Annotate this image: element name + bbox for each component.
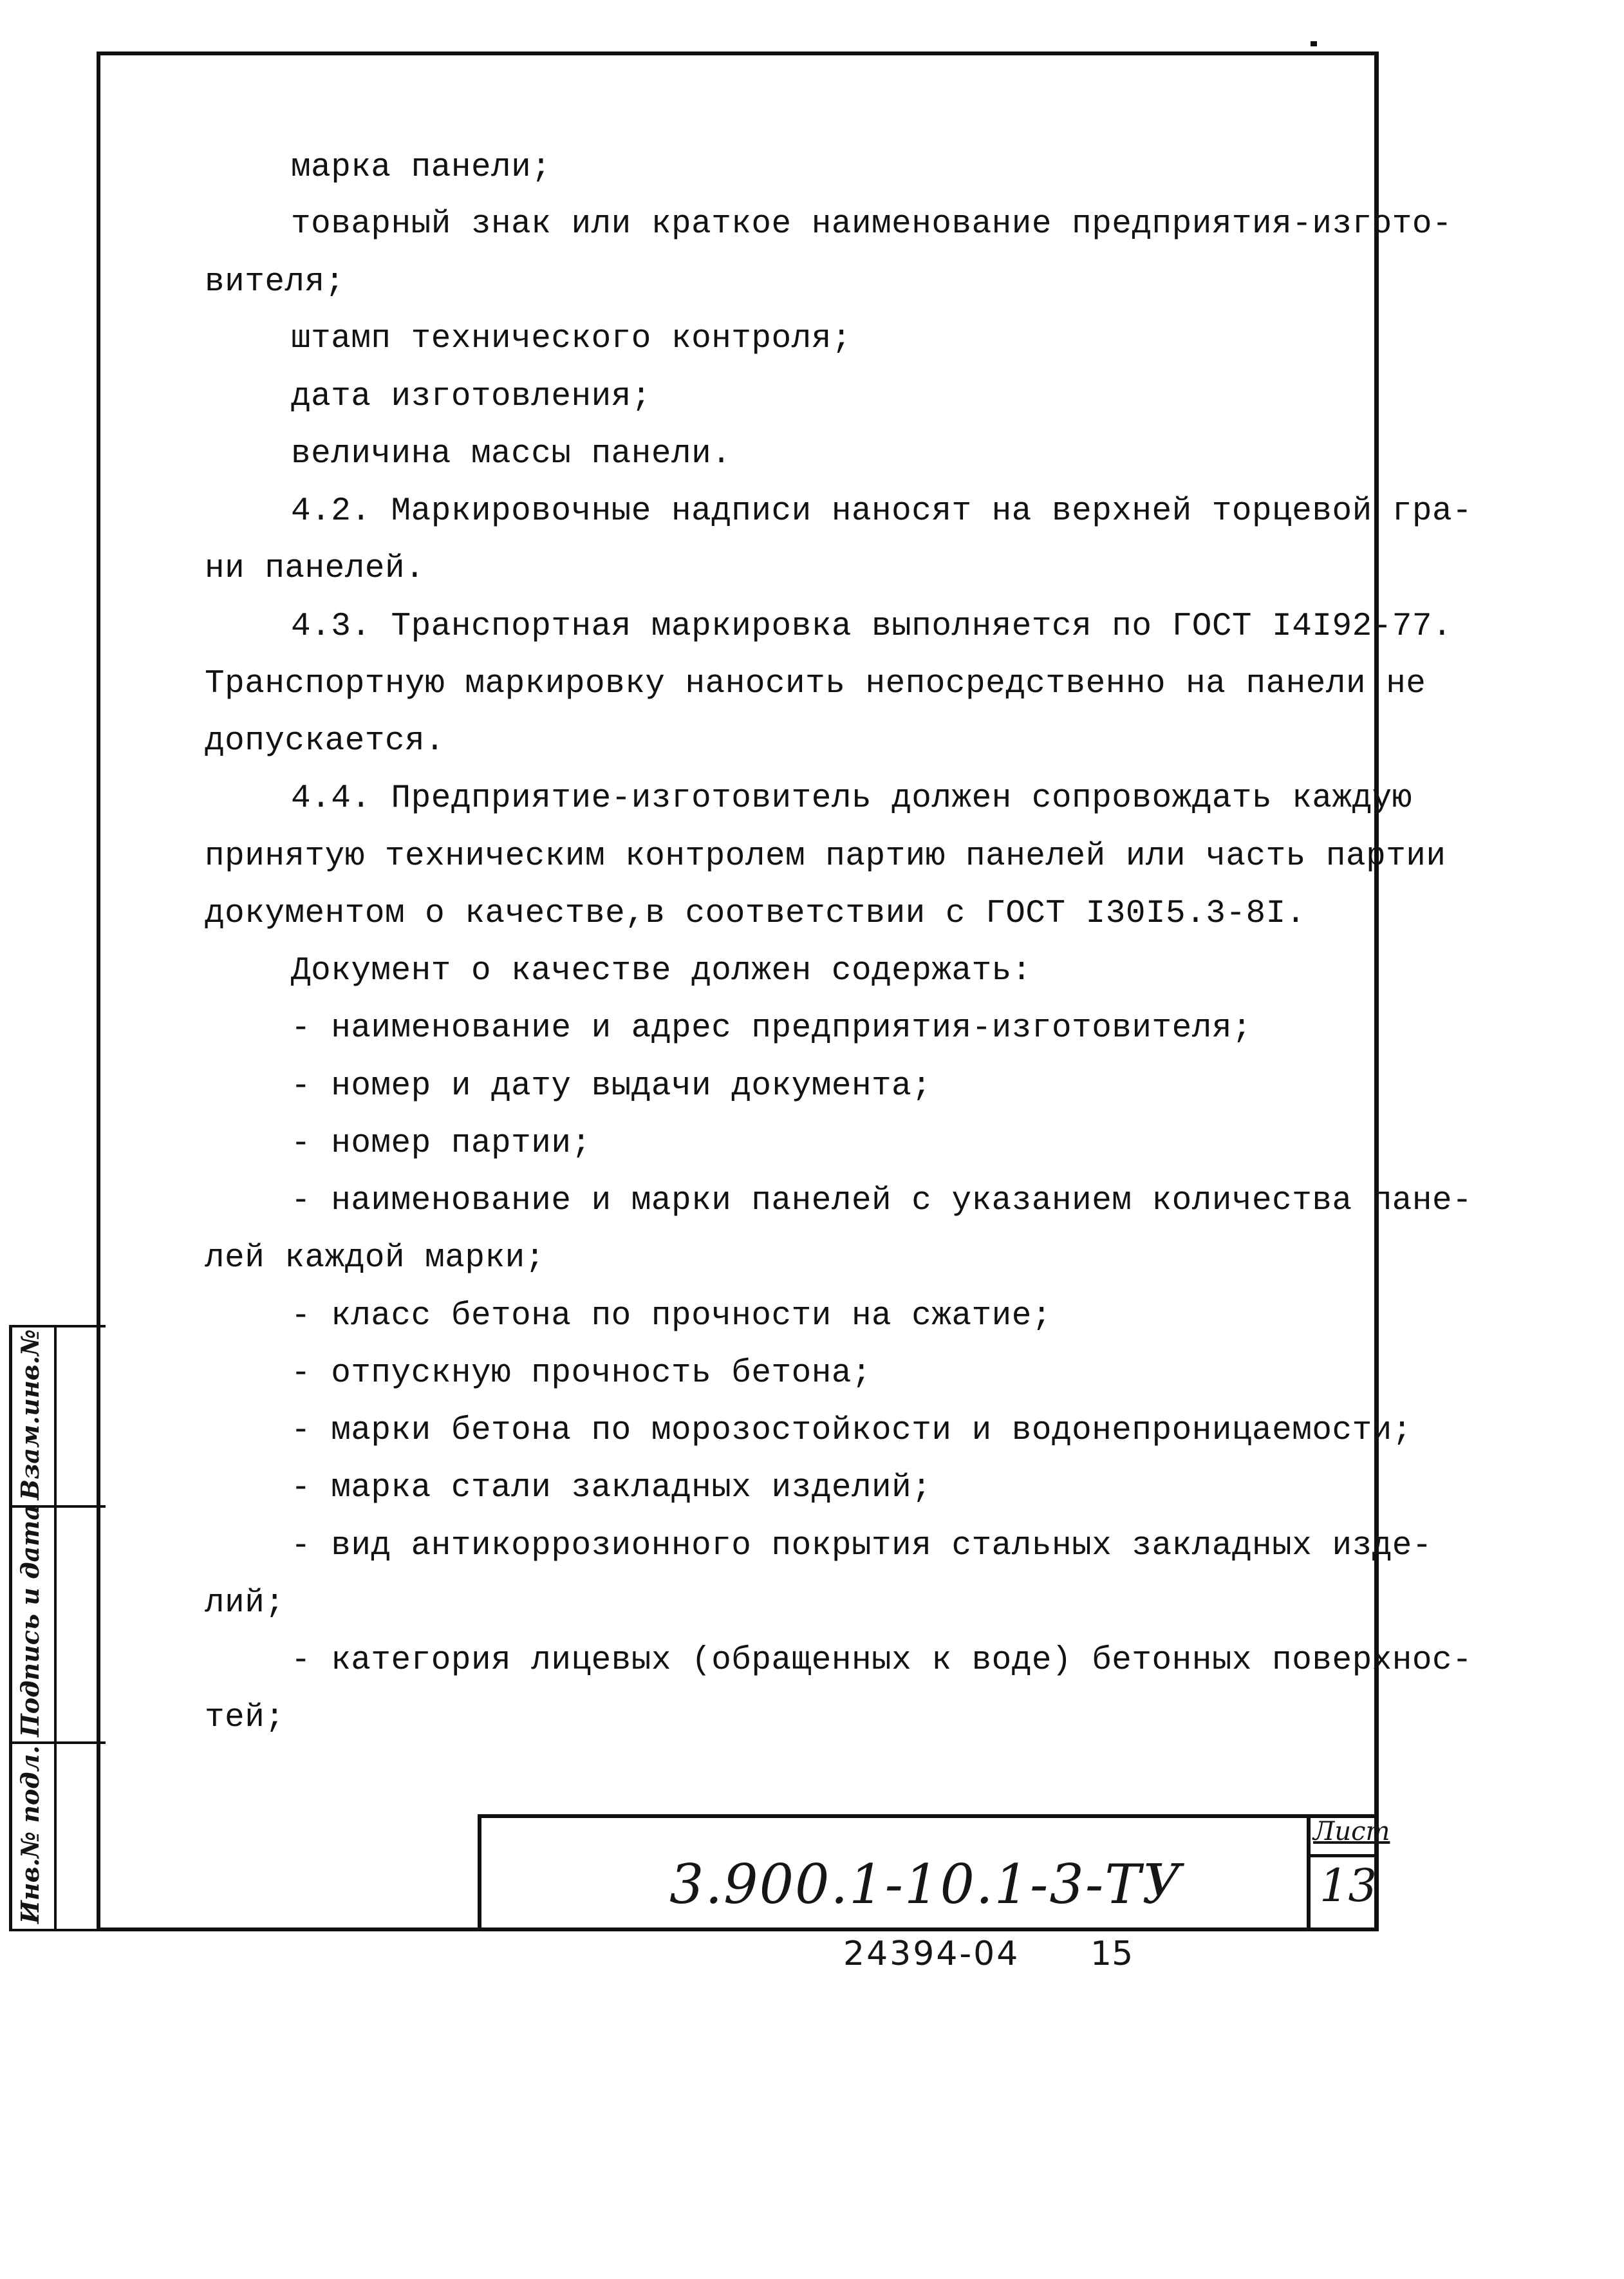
text-line: штамп технического контроля; — [291, 321, 852, 357]
text-line: лий; — [205, 1585, 285, 1622]
replacement-inventory-label: Взам.инв.№ — [15, 1329, 44, 1500]
strip-border-left — [9, 1326, 12, 1931]
strip-divider — [9, 1325, 106, 1327]
strip-border-inner — [54, 1326, 57, 1931]
signature-date-label: Подпись и дата — [15, 1504, 44, 1737]
text-line: дата изготовления; — [291, 379, 651, 415]
sheet-cell-divider — [1307, 1854, 1379, 1857]
text-line: - наименование и адрес предприятия-изготовителя; — [291, 1010, 1253, 1047]
sheet-number: 13 — [1320, 1859, 1377, 1912]
strip-divider — [9, 1741, 106, 1744]
strip-divider — [9, 1929, 106, 1931]
text-line: допускается. — [205, 723, 445, 760]
title-block-divider — [1307, 1814, 1311, 1931]
text-line: - класс бетона по прочности на сжатие; — [291, 1298, 1052, 1335]
text-line: - номер партии; — [291, 1125, 592, 1162]
text-line: лей каждой марки; — [205, 1240, 545, 1277]
archive-page-number: 15 — [1090, 1935, 1134, 1973]
text-line: - марки бетона по морозостойкости и водонепроницаемости; — [291, 1412, 1412, 1449]
text-line: 4.4. Предприятие-изготовитель должен сопровождать каждую — [291, 780, 1412, 817]
text-line: - номер и дату выдачи документа; — [291, 1068, 932, 1105]
original-inventory-label: Инв.№ подл. — [15, 1745, 44, 1924]
text-line: товарный знак или краткое наименование предприятия-изгото- — [291, 206, 1453, 243]
text-line: ни панелей. — [205, 550, 425, 587]
text-line: - вид антикоррозионного покрытия стальных закладных изде- — [291, 1528, 1432, 1564]
frame-corner-mark — [1311, 41, 1317, 46]
text-line: - отпускную прочность бетона; — [291, 1355, 872, 1392]
text-line: - категория лицевых (обращенных к воде) бетонных поверхнос- — [291, 1642, 1473, 1679]
text-line: 4.3. Транспортная маркировка выполняется по ГОСТ I4I92-77. — [291, 608, 1453, 645]
archive-number: 24394-04 — [843, 1935, 1020, 1973]
text-line: тей; — [205, 1700, 285, 1736]
text-line: вителя; — [205, 264, 345, 301]
text-line: Транспортную маркировку наносить непосредственно на панели не — [205, 666, 1426, 702]
sheet-label: Лист — [1313, 1817, 1390, 1846]
text-line: величина массы панели. — [291, 436, 732, 473]
text-line: 4.2. Маркировочные надписи наносят на верхней торцевой гра- — [291, 493, 1473, 530]
text-line: Документ о качестве должен содержать: — [291, 953, 1032, 989]
text-line: - наименование и марки панелей с указанием количества пане- — [291, 1183, 1473, 1219]
text-line: принятую техническим контролем партию панелей или часть партии — [205, 838, 1446, 875]
text-line: документом о качестве,в соответствии с ГОСТ I30I5.3-8I. — [205, 896, 1306, 932]
text-line: - марка стали закладных изделий; — [291, 1470, 932, 1506]
text-line: марка панели; — [291, 149, 552, 186]
document-code: 3.900.1-10.1-3-ТУ — [669, 1853, 1182, 1916]
